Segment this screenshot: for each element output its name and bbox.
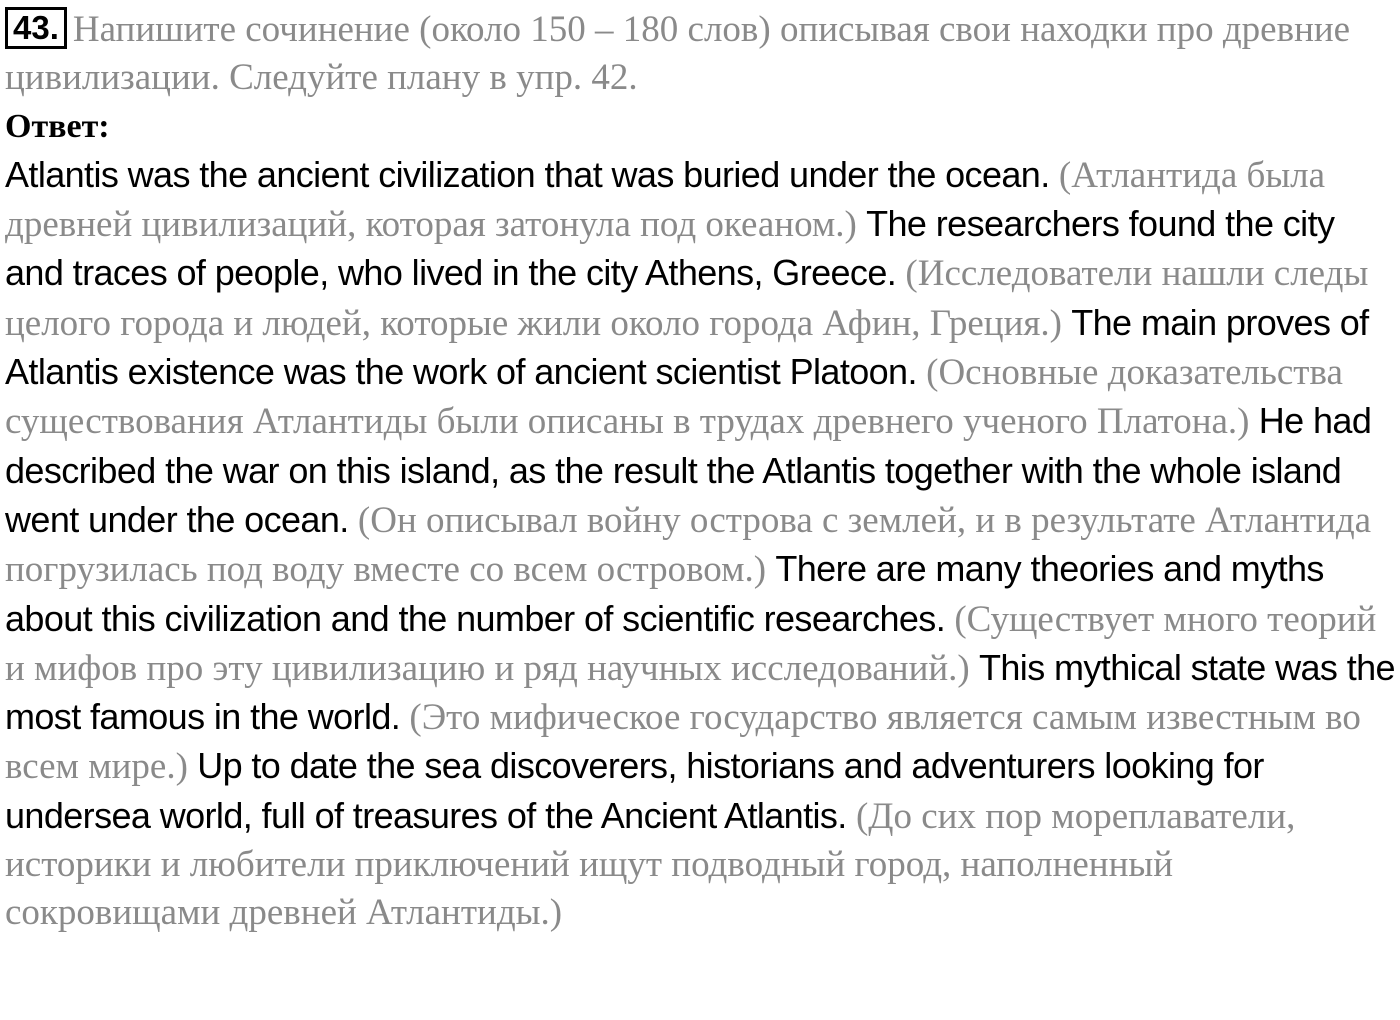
task-number-badge: 43.: [5, 7, 67, 49]
translation-ru: (Это мифическое государство является самым известным во всем мире.): [5, 697, 1361, 788]
translation-ru: (До сих пор мореплаватели, историки и любители приключений ищут подводный город, наполненный сокровищами древней Атлантиды.): [5, 795, 1296, 934]
sentence-en: The researchers found the city and traces of people, who lived in the city Athens, Greece.: [5, 203, 1335, 294]
sentence-en: Atlantis was the ancient civilization that was buried under the ocean.: [5, 153, 1050, 195]
task-statement: [5, 6, 1396, 103]
sentence-en: This mythical state was the most famous in the world.: [5, 646, 1395, 738]
translation-ru: (Существует много теорий и мифов про эту цивилизацию и ряд научных исследований.): [5, 598, 1377, 689]
sentence-en: He had described the war on this island, as the result the Atlantis together with the whole island went under the ocean.: [5, 400, 1372, 540]
answer-text: [5, 151, 1396, 938]
sentence-en: Up to date the sea discoverers, historians and adventurers looking for undersea world, full of treasures of the Ancient Atlantis.: [5, 745, 1264, 836]
task-text: Напишите сочинение (около 150 – 180 слов) описывая свои находки про древние цивилизации. Следуйте плану в упр. 42.: [5, 9, 1351, 99]
translation-ru: (Он описывал войну острова с землей, и в результате Атлантида погрузилась под воду вместе со всем островом.): [5, 499, 1372, 591]
answer-label: Ответ:: [5, 107, 110, 145]
translation-ru: (Основные доказательства существования Атлантиды были описаны в трудах древнего ученого Платона.): [5, 352, 1343, 443]
sentence-en: The main proves of Atlantis existence was the work of ancient scientist Platoon.: [5, 301, 1369, 393]
translation-ru: (Исследователи нашли следы целого города и людей, которые жили около города Афин, Греция.): [5, 253, 1369, 344]
sentence-en: There are many theories and myths about this civilization and the number of scientific researches.: [5, 548, 1324, 639]
translation-ru: (Атлантида была древней цивилизаций, которая затонула под океаном.): [5, 154, 1326, 246]
